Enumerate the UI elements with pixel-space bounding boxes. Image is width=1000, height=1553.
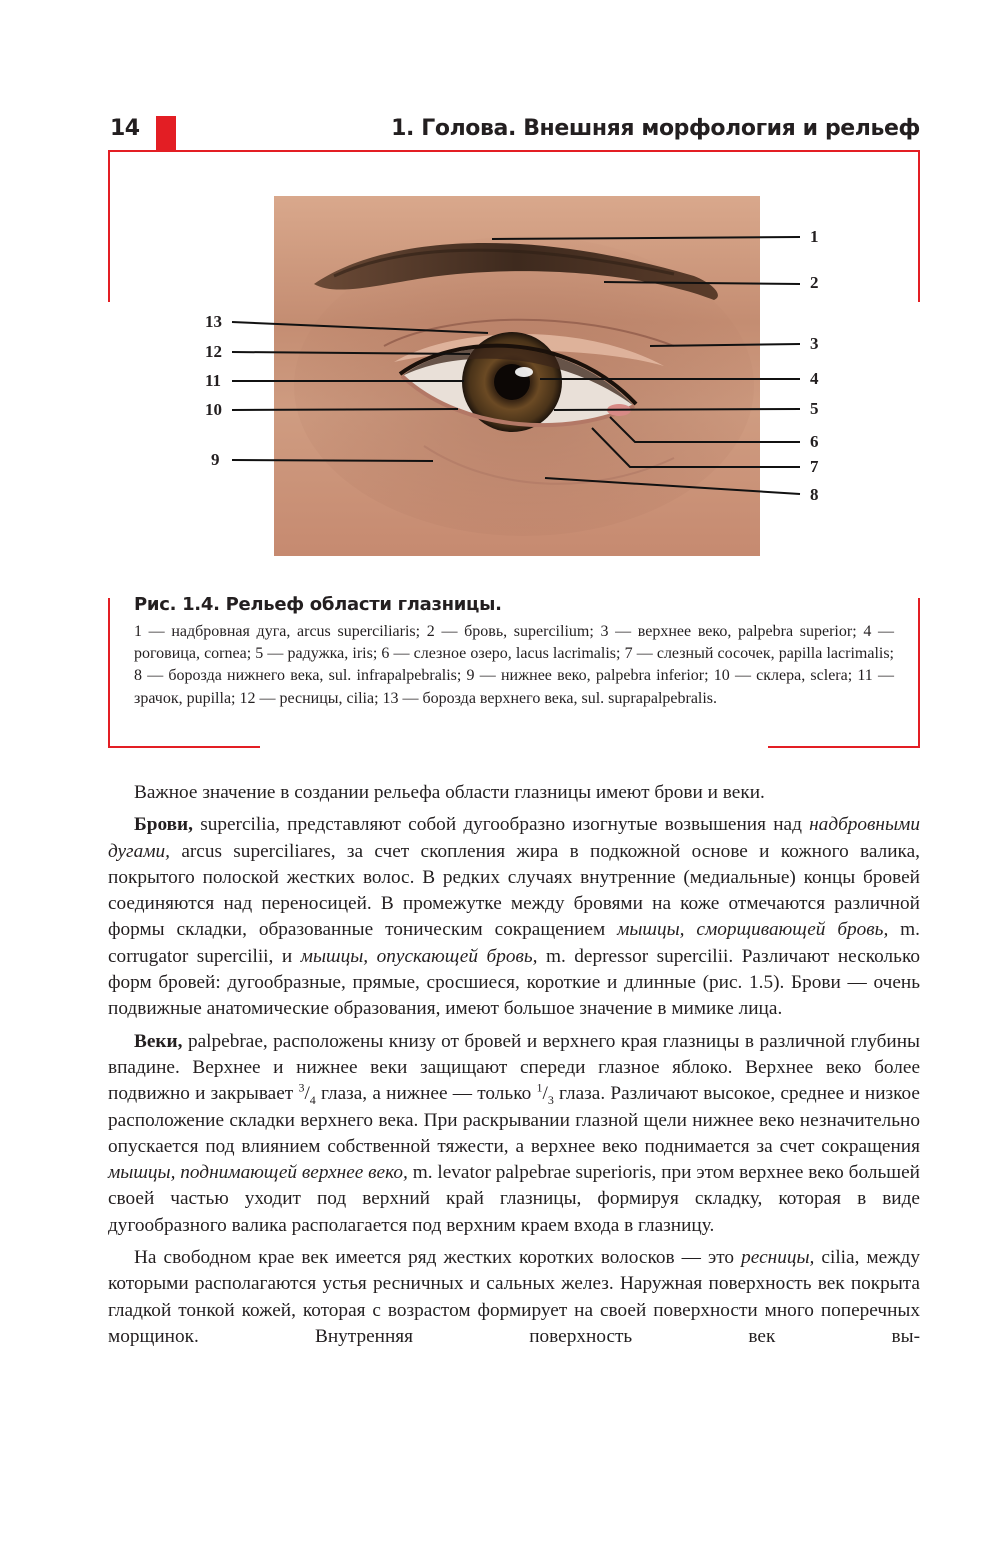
p2-italic-3: мышцы, опускающей бровь, — [300, 945, 538, 967]
callout-10: 10 — [205, 400, 222, 419]
p2-text-d: m. depressor supercilii. Различают несколько форм бровей: дугообразные, прямые, сросшиеся, короткие и длинные (рис. 1.5). Брови — очень подвижные анатомические образования, имеют большое значение в мимике лица. — [108, 945, 920, 1020]
eye-region-photo — [274, 196, 760, 556]
frame-right-lower — [918, 598, 920, 748]
callout-6: 6 — [810, 432, 819, 451]
fraction-one-third: $^1/_3$ — [536, 1080, 554, 1108]
p2-text-a: supercilia, представляют собой дугообразно изогнутые возвышения над — [192, 814, 810, 836]
caption-title: Рис. 1.4. Рельеф области глазницы. — [134, 594, 502, 615]
frac1-num: 3 — [298, 1080, 305, 1095]
callout-7: 7 — [810, 457, 819, 476]
p3-italic-1: мышцы, поднимающей верхнее веко, — [108, 1162, 408, 1184]
p3-text-c: глаза. Различают высокое, среднее и низкое расположение складки верхнего века. При раскрывании глазной щели нижнее веко незначительно опускается под влиянием собственной тяжести, а верхнее веко поднимается за счет сокращения — [108, 1083, 920, 1157]
p2-text-b: arcus superciliares, за счет скопления жира в подкожной основе и кожного валика, покрытого полоской жестких волос. В редких случаях внутренние (медиальные) концы бровей соединяются над переносицей. В промежутке между бровями на коже отмечаются различной формы складки, образованные тоническим сокращением — [108, 840, 920, 941]
running-header — [108, 116, 920, 150]
callout-3: 3 — [810, 334, 819, 353]
paragraph-1 — [108, 780, 920, 806]
p3-text-b: глаза, а нижнее — только — [315, 1083, 537, 1105]
paragraph-4 — [108, 1245, 920, 1350]
callout-5: 5 — [810, 399, 819, 418]
paragraph-2 — [108, 812, 920, 1022]
callout-1: 1 — [810, 227, 819, 246]
p1-text: Важное значение в создании рельефа области глазницы имеют брови и веки. — [134, 782, 765, 803]
chapter-title: 1. Голова. Внешняя морфология и рельеф — [391, 116, 920, 141]
body-text — [108, 780, 920, 1350]
fraction-three-quarters: $^3/_4$ — [298, 1080, 316, 1108]
page-number: 14 — [110, 116, 140, 141]
p2-italic-1: надбровными дугами, — [108, 814, 920, 862]
caption-text: 1 — надбровная дуга, arcus superciliaris; 2 — бровь, supercilium; 3 — верхнее веко, palpebra superior; 4 — роговица, cornea; 5 — радужка, iris; 6 — слезное озеро, lacus lacrimalis; 7 — слезный сосочек, papilla lacrimalis; 8 — борозда нижнего века, sul. infrapalpebralis; 9 — нижнее веко, palpebra inferior; 10 — склера, sclera; 11 — зрачок, pupilla; 12 — ресницы, cilia; 13 — борозда верхнего века, sul. suprapalpebralis. — [134, 623, 894, 707]
p4-text-b: cilia, между которыми располагаются устья ресничных и сальных желез. Наружная поверхность век покрыта гладкой тонкой кожей, которая с возрастом формирует на своей поверхности много поперечных морщинок. Внутренняя поверхность век вы- — [108, 1247, 920, 1347]
frac1-den: 4 — [309, 1093, 316, 1108]
p3-text-d: m. levator palpebrae superioris, при этом верхнее веко большей своей частью уходит под верхний край глазницы, формируя складку, которая в виде дугообразного валика располагается под верхним краем входа в глазницу. — [108, 1162, 920, 1236]
frac2-den: 3 — [547, 1093, 554, 1108]
term-veki: Веки, — [134, 1030, 183, 1052]
frame-bottom-right — [768, 746, 920, 748]
p4-text-a: На свободном крае век имеется ряд жестких коротких волосков — это — [134, 1247, 742, 1269]
callout-11: 11 — [205, 371, 222, 390]
frac2-num: 1 — [536, 1080, 543, 1095]
p3-text-a: palpebrae, расположены книзу от бровей и верхнего края глазницы в различной глубины впадине. Верхнее и нижнее веки защищают спереди глазное яблоко. Верхнее веко более подвижно и закрывает — [108, 1030, 920, 1105]
p4-italic-1: ресницы, — [741, 1247, 815, 1269]
callout-4: 4 — [810, 369, 819, 388]
frame-left-lower — [108, 598, 110, 748]
callout-2: 2 — [810, 273, 819, 292]
red-header-tab — [156, 116, 176, 150]
figure-caption — [134, 594, 894, 710]
frame-top-line — [108, 150, 920, 152]
frame-left-upper — [108, 150, 110, 302]
frame-right-upper — [918, 150, 920, 302]
paragraph-3 — [108, 1029, 920, 1239]
callout-13: 13 — [205, 312, 222, 331]
p2-text-c: m. corrugator supercilii, и — [108, 919, 920, 967]
term-brovi: Брови, — [134, 814, 193, 836]
callout-12: 12 — [205, 342, 222, 361]
frame-bottom-left — [108, 746, 260, 748]
callout-8: 8 — [810, 485, 819, 504]
p2-italic-2: мышцы, сморщивающей бровь, — [617, 919, 889, 941]
callout-9: 9 — [211, 450, 220, 469]
